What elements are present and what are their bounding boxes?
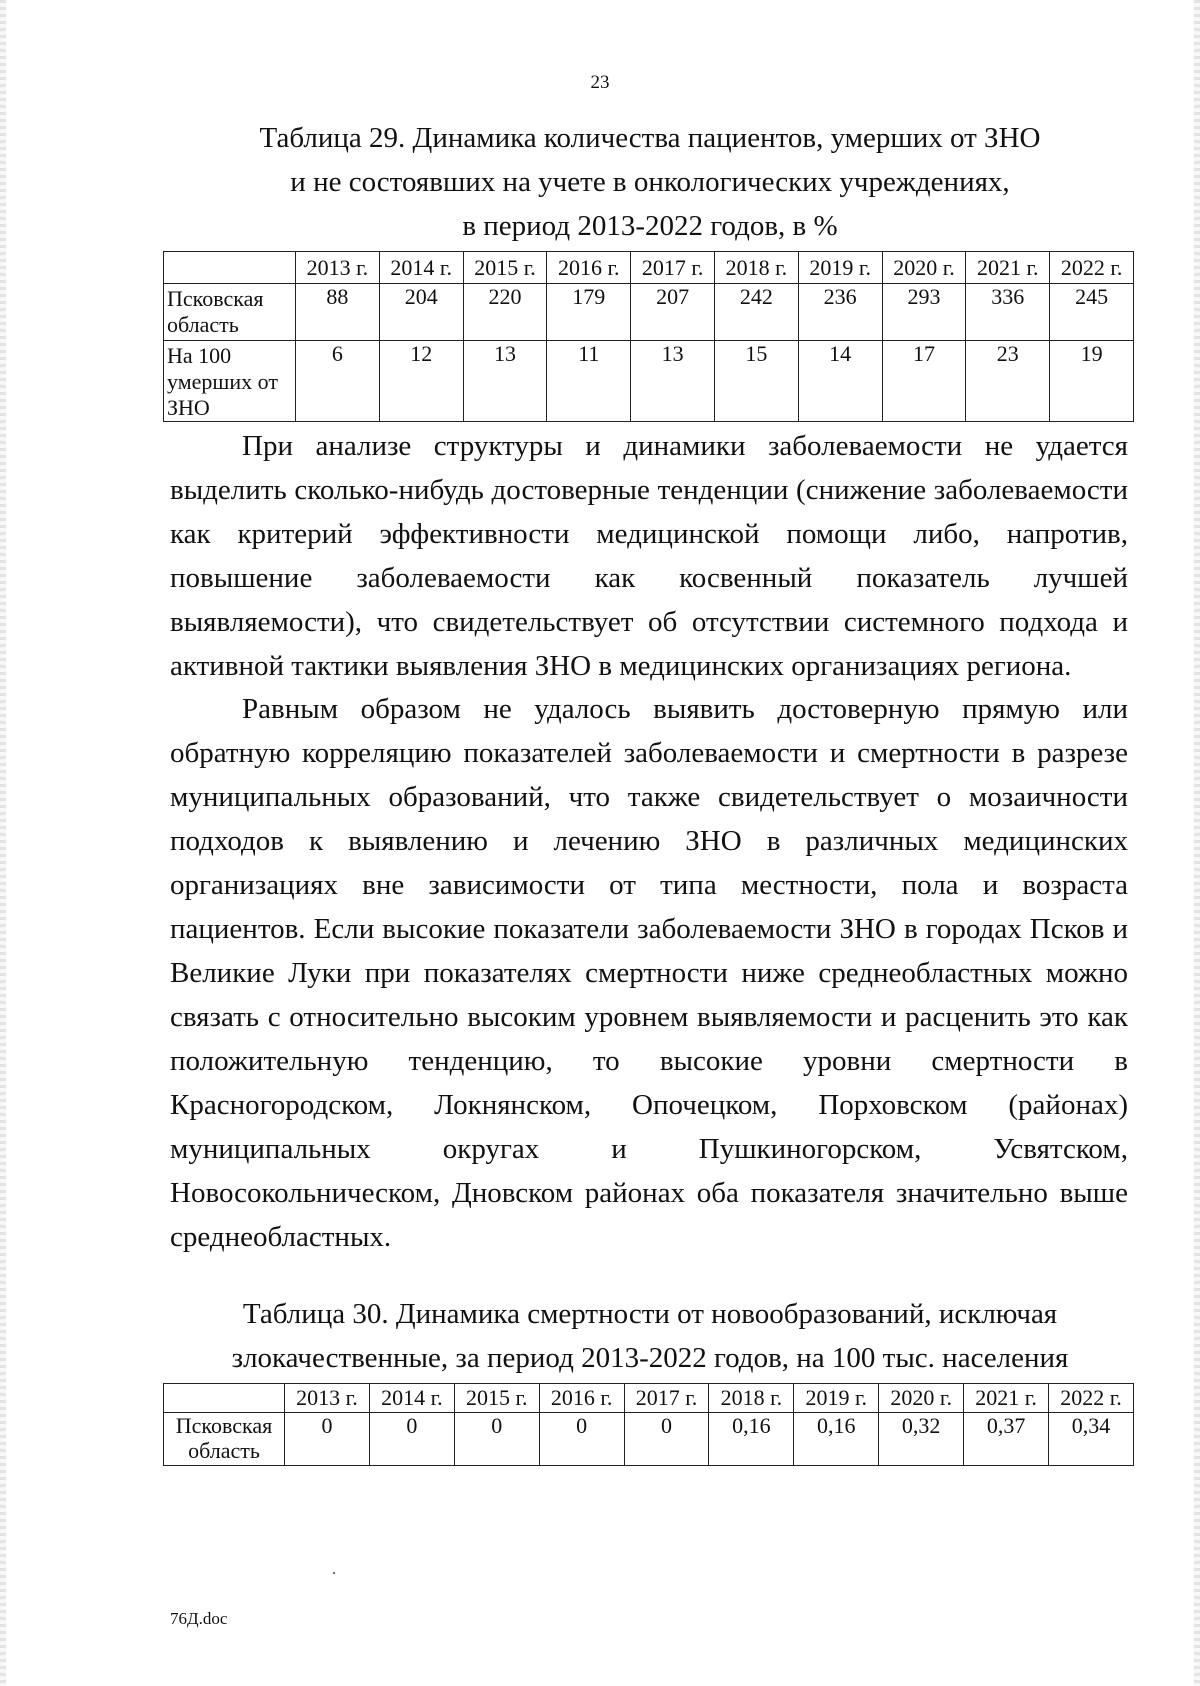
header-cell: 2018 г. bbox=[714, 252, 798, 284]
table-cell: 0,16 bbox=[794, 1413, 879, 1466]
table-cell: 23 bbox=[966, 341, 1050, 422]
table-row bbox=[164, 1413, 1134, 1466]
table-cell: 6 bbox=[296, 341, 380, 422]
header-cell: 2022 г. bbox=[1050, 252, 1134, 284]
table-header-row bbox=[164, 1384, 1134, 1413]
header-cell: 2017 г. bbox=[624, 1384, 709, 1413]
header-cell bbox=[164, 1384, 285, 1413]
header-cell: 2020 г. bbox=[882, 252, 966, 284]
paragraph-text: При анализе структуры и динамики заболеваемости не удается выделить сколько-нибудь достоверные тенденции (снижение заболеваемости как критерий эффективности медицинской помощи либо, напротив, повышение заболеваемости как косвенный показатель лучшей выявляемости), что свидетельствует об отсутствии системного подхода и активной тактики выявления ЗНО в медицинских организациях региона. bbox=[170, 430, 1128, 682]
table-cell: 207 bbox=[631, 284, 715, 341]
row-label-line: умерших от bbox=[167, 369, 278, 394]
table-30 bbox=[163, 1383, 1134, 1466]
row-label bbox=[164, 1413, 285, 1466]
caption-line: Таблица 30. Динамика смертности от новообразований, исключая bbox=[242, 1298, 1058, 1330]
header-cell: 2018 г. bbox=[709, 1384, 794, 1413]
table-cell: 0,16 bbox=[709, 1413, 794, 1466]
table-cell: 11 bbox=[547, 341, 631, 422]
row-label-line: ЗНО bbox=[167, 395, 210, 420]
table-cell: 0 bbox=[539, 1413, 624, 1466]
table-row bbox=[164, 341, 1134, 422]
right-page-edge bbox=[1194, 0, 1200, 1686]
row-label bbox=[164, 341, 296, 422]
header-cell: 2013 г. bbox=[285, 1384, 370, 1413]
table-cell: 12 bbox=[379, 341, 463, 422]
row-label-line: область bbox=[167, 312, 239, 337]
header-cell: 2015 г. bbox=[463, 252, 547, 284]
table-29 bbox=[163, 251, 1134, 422]
header-cell: 2013 г. bbox=[296, 252, 380, 284]
row-label-line: На 100 bbox=[167, 343, 232, 368]
table-cell: 204 bbox=[379, 284, 463, 341]
table-cell: 14 bbox=[798, 341, 882, 422]
header-cell: 2017 г. bbox=[631, 252, 715, 284]
scan-speck bbox=[333, 1572, 335, 1574]
header-cell: 2021 г. bbox=[964, 1384, 1049, 1413]
table-cell: 0,34 bbox=[1049, 1413, 1134, 1466]
header-cell: 2016 г. bbox=[547, 252, 631, 284]
table-cell: 0,32 bbox=[879, 1413, 964, 1466]
header-cell: 2022 г. bbox=[1049, 1384, 1134, 1413]
table-30-caption bbox=[150, 1292, 1150, 1380]
row-label-line: Псковская bbox=[167, 286, 264, 311]
table-header-row bbox=[164, 252, 1134, 284]
table-cell: 0,37 bbox=[964, 1413, 1049, 1466]
paragraph-text: Равным образом не удалось выявить достоверную прямую или обратную корреляцию показателей заболеваемости и смертности в разрезе муниципальных образований, что также свидетельствует о мозаичности подходов к выявлению и лечению ЗНО в различных медицинских организациях вне зависимости от типа местности, пола и возраста пациентов. Если высокие показатели заболеваемости ЗНО в городах Псков и Великие Луки при показателях смертности ниже среднеобластных можно связать с относительно высоким уровнем выявляемости и расценить это как положительную тенденцию, то высокие уровни смертности в Красногородском, Локнянском, Опочецком, Порховском (районах) муниципальных округах и Пушкиногорском, Усвятском, Новосокольническом, Дновском районах оба показателя значительно выше среднеобластных. bbox=[170, 693, 1128, 1253]
table-cell: 0 bbox=[454, 1413, 539, 1466]
header-cell: 2021 г. bbox=[966, 252, 1050, 284]
table-cell: 236 bbox=[798, 284, 882, 341]
footer-filename: 76Д.doc bbox=[170, 1609, 228, 1628]
table-cell: 0 bbox=[624, 1413, 709, 1466]
table-cell: 336 bbox=[966, 284, 1050, 341]
table-cell: 88 bbox=[296, 284, 380, 341]
table-cell: 0 bbox=[285, 1413, 370, 1466]
header-cell: 2019 г. bbox=[794, 1384, 879, 1413]
table-cell: 242 bbox=[714, 284, 798, 341]
caption-line: в период 2013-2022 годов, в % bbox=[462, 210, 838, 242]
table-cell: 293 bbox=[882, 284, 966, 341]
header-cell: 2020 г. bbox=[879, 1384, 964, 1413]
caption-line: и не состоявших на учете в онкологических учреждениях, bbox=[290, 166, 1010, 198]
header-cell: 2014 г. bbox=[369, 1384, 454, 1413]
table-cell: 13 bbox=[631, 341, 715, 422]
table-row bbox=[164, 284, 1134, 341]
header-cell: 2015 г. bbox=[454, 1384, 539, 1413]
row-label-line: область bbox=[188, 1438, 260, 1463]
table-cell: 0 bbox=[369, 1413, 454, 1466]
table-cell: 13 bbox=[463, 341, 547, 422]
table-cell: 19 bbox=[1050, 341, 1134, 422]
header-cell: 2019 г. bbox=[798, 252, 882, 284]
table-cell: 179 bbox=[547, 284, 631, 341]
header-cell: 2016 г. bbox=[539, 1384, 624, 1413]
caption-line: Таблица 29. Динамика количества пациентов, умерших от ЗНО bbox=[259, 122, 1041, 154]
table-29-caption bbox=[150, 116, 1150, 248]
header-cell: 2014 г. bbox=[379, 252, 463, 284]
table-cell: 220 bbox=[463, 284, 547, 341]
header-cell bbox=[164, 252, 296, 284]
row-label bbox=[164, 284, 296, 341]
table-cell: 245 bbox=[1050, 284, 1134, 341]
paragraph-correlation bbox=[170, 687, 1128, 1259]
table-cell: 15 bbox=[714, 341, 798, 422]
left-page-edge bbox=[0, 0, 6, 1686]
caption-line: злокачественные, за период 2013-2022 годов, на 100 тыс. населения bbox=[231, 1342, 1069, 1374]
row-label-line: Псковская bbox=[175, 1413, 273, 1438]
page-number: 23 bbox=[590, 72, 610, 93]
paragraph-analysis bbox=[170, 424, 1128, 688]
table-cell: 17 bbox=[882, 341, 966, 422]
